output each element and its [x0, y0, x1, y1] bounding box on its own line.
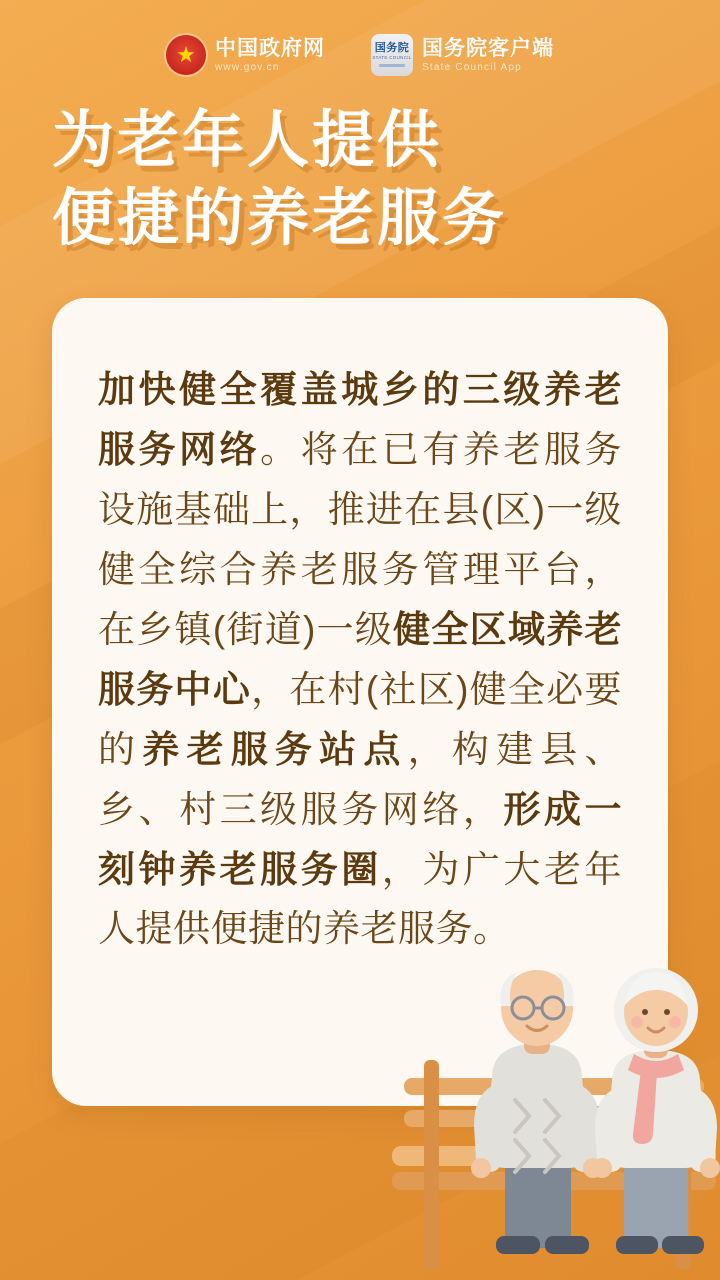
app-brand-name-cn: 国务院客户端 — [422, 36, 554, 60]
card-text-segment-1: 。将在已有养老服务设施基础上，推进在县(区)一级健全综合养老服务管理平台，在乡镇(街道)一级 — [98, 428, 623, 650]
page-title — [52, 102, 720, 257]
app-badge-underline — [379, 64, 405, 67]
content-card — [52, 298, 668, 1106]
state-council-app-icon — [371, 34, 413, 76]
app-badge-sub: STATE COUNCIL — [372, 55, 412, 61]
page-title-line-1: 为老年人提供 — [52, 106, 443, 175]
app-badge-title: 国务院 — [374, 41, 410, 54]
app-brand-name-en: State Council App — [422, 62, 522, 74]
card-text-segment-2: 健全区域养老服务中心 — [98, 608, 622, 710]
card-text-segment-3: ，在村(社区)健全必要的 — [98, 668, 622, 770]
card-text-segment-4: 养老服务站点 — [142, 728, 408, 770]
app-brand[interactable] — [371, 34, 554, 76]
star-glyph: ★ — [176, 42, 196, 67]
gov-brand-name-en: www.gov.cn — [215, 62, 280, 74]
card-text-segment-6: 形成一刻钟养老服务圈 — [98, 788, 623, 890]
content-card-body — [98, 360, 622, 959]
gov-brand-text — [215, 37, 325, 73]
card-text-segment-7: ，为广大老年人提供便捷的养老服务。 — [98, 848, 623, 950]
card-text-segment-5: ，构建县、乡、村三级服务网络， — [98, 728, 623, 830]
card-text-segment-0: 加快健全覆盖城乡的三级养老服务网络 — [98, 369, 622, 470]
gov-brand[interactable] — [166, 35, 325, 75]
gov-brand-name-cn: 中国政府网 — [215, 36, 325, 60]
page-title-line-2: 便捷的养老服务 — [52, 183, 508, 253]
national-emblem-icon — [166, 35, 206, 75]
app-brand-text — [422, 37, 554, 73]
header-logos — [0, 0, 720, 76]
